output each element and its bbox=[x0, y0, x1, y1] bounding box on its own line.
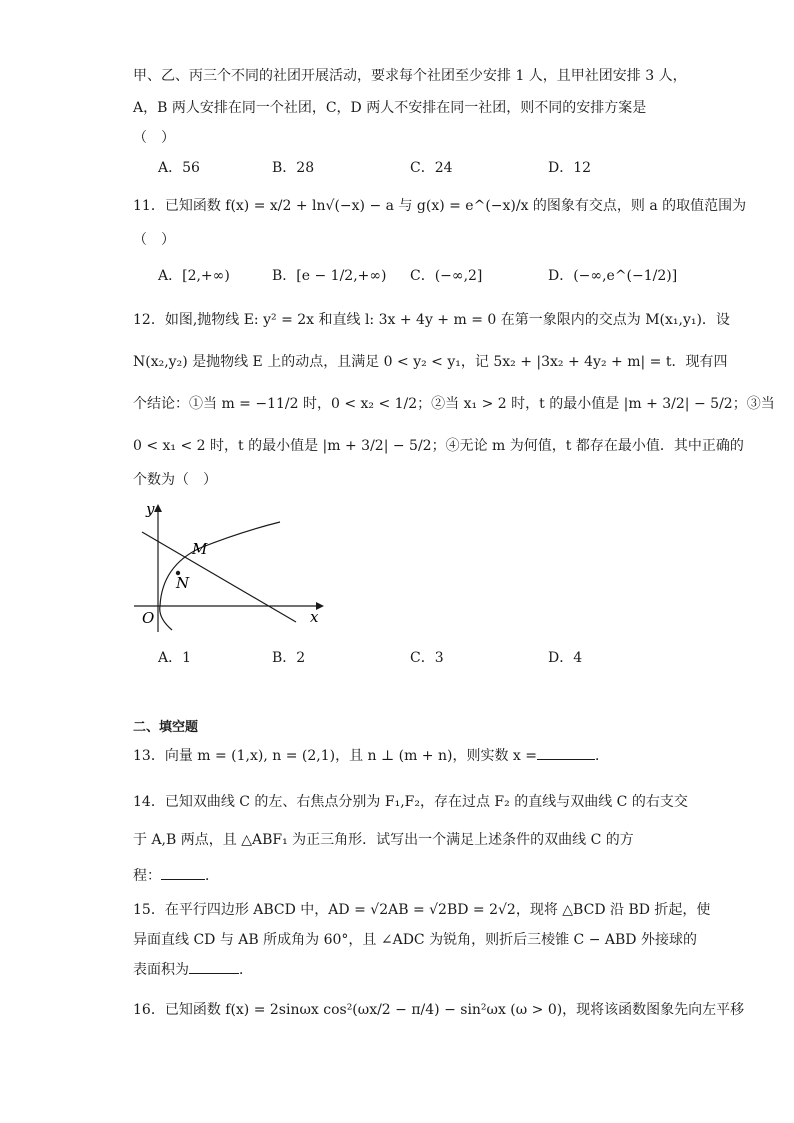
q15-line-3 bbox=[133, 960, 253, 980]
q10-line-1: 甲、乙、丙三个不同的社团开展活动，要求每个社团至少安排 1 人，且甲社团安排 3 人， bbox=[133, 68, 687, 84]
q11-option-c: C．(−∞,2] bbox=[410, 268, 483, 284]
q11-option-b: B．[e − 1/2,+∞) bbox=[272, 268, 387, 284]
label-n: N bbox=[176, 574, 190, 592]
q13-text: 13．向量 m = (1,x), n = (2,1)，且 n ⊥ (m + n)，则实数 x = bbox=[133, 748, 537, 764]
q14-line-1: 14．已知双曲线 C 的左、右焦点分别为 F₁,F₂，存在过点 F₂ 的直线与双曲线 C 的右支交 bbox=[133, 794, 688, 810]
q12-option-a: A．1 bbox=[158, 650, 192, 666]
q12-option-d: D．4 bbox=[548, 650, 583, 666]
q14-prefix: 程： bbox=[133, 868, 161, 884]
label-x: x bbox=[310, 608, 319, 626]
q14-line-2: 于 A,B 两点，且 △ABF₁ 为正三角形．试写出一个满足上述条件的双曲线 C 的方 bbox=[133, 832, 634, 848]
q11-line-1: 11．已知函数 f(x) = x/2 + ln√(−x) − a 与 g(x) = e^(−x)/x 的图象有交点，则 a 的取值范围为 bbox=[133, 198, 747, 214]
q16-line-1: 16．已知函数 f(x) = 2sinωx cos²(ωx/2 − π/4) − sin²ωx (ω > 0)，现将该函数图象先向左平移 bbox=[133, 1002, 745, 1018]
q10-line-2: A，B 两人安排在同一个社团，C，D 两人不安排在同一社团，则不同的安排方案是 bbox=[133, 100, 647, 116]
q11-paren: （ ） bbox=[133, 232, 175, 248]
q15-line-2: 异面直线 CD 与 AB 所成角为 60°，且 ∠ADC 为锐角，则折后三棱锥 C − ABD 外接球的 bbox=[133, 932, 697, 948]
q10-option-d: D．12 bbox=[548, 160, 592, 176]
q12-line-3: 个结论：①当 m = −11/2 时，0 < x₂ < 1/2；②当 x₁ > 2 时，t 的最小值是 |m + 3/2| − 5/2；③当 bbox=[133, 396, 775, 412]
q13-line bbox=[133, 746, 609, 766]
q14-end: ． bbox=[205, 868, 219, 884]
q13-answer-blank[interactable] bbox=[537, 759, 595, 760]
q11-option-d: D．(−∞,e^(−1/2)] bbox=[548, 268, 678, 284]
section-heading-fill-in: 二、填空题 bbox=[133, 720, 199, 735]
q10-option-c: C．24 bbox=[410, 160, 453, 176]
line-l bbox=[142, 532, 296, 622]
q12-line-4: 0 < x₁ < 2 时，t 的最小值是 |m + 3/2| − 5/2；④无论 m 为何值，t 都存在最小值．其中正确的 bbox=[133, 438, 744, 454]
q12-option-c: C．3 bbox=[410, 650, 444, 666]
q10-option-a: A．56 bbox=[158, 160, 200, 176]
y-axis-arrow bbox=[154, 504, 162, 512]
q12-option-b: B．2 bbox=[272, 650, 306, 666]
q12-line-2: N(x₂,y₂) 是抛物线 E 上的动点，且满足 0 < y₂ < y₁，记 5x₂ + |3x₂ + 4y₂ + m| = t．现有四 bbox=[133, 354, 728, 370]
q14-answer-blank[interactable] bbox=[161, 879, 205, 880]
q14-line-3 bbox=[133, 866, 219, 886]
q13-end: ． bbox=[595, 748, 609, 764]
label-m: M bbox=[192, 540, 208, 558]
q15-end: ． bbox=[239, 962, 253, 978]
q15-answer-blank[interactable] bbox=[189, 973, 239, 974]
q10-paren: （ ） bbox=[133, 130, 175, 146]
q15-prefix: 表面积为 bbox=[133, 962, 189, 978]
q12-line-5: 个数为（ ） bbox=[133, 472, 217, 488]
parabola-line-figure bbox=[130, 496, 330, 636]
q15-line-1: 15．在平行四边形 ABCD 中，AD = √2AB = √2BD = 2√2，现将 △BCD 沿 BD 折起，使 bbox=[133, 902, 711, 918]
q11-option-a: A．[2,+∞) bbox=[158, 268, 230, 284]
q10-option-b: B．28 bbox=[272, 160, 315, 176]
label-origin: O bbox=[142, 609, 155, 627]
q12-line-1: 12．如图,抛物线 E: y² = 2x 和直线 l: 3x + 4y + m = 0 在第一象限内的交点为 M(x₁,y₁)．设 bbox=[133, 312, 730, 328]
label-y: y bbox=[146, 500, 155, 518]
